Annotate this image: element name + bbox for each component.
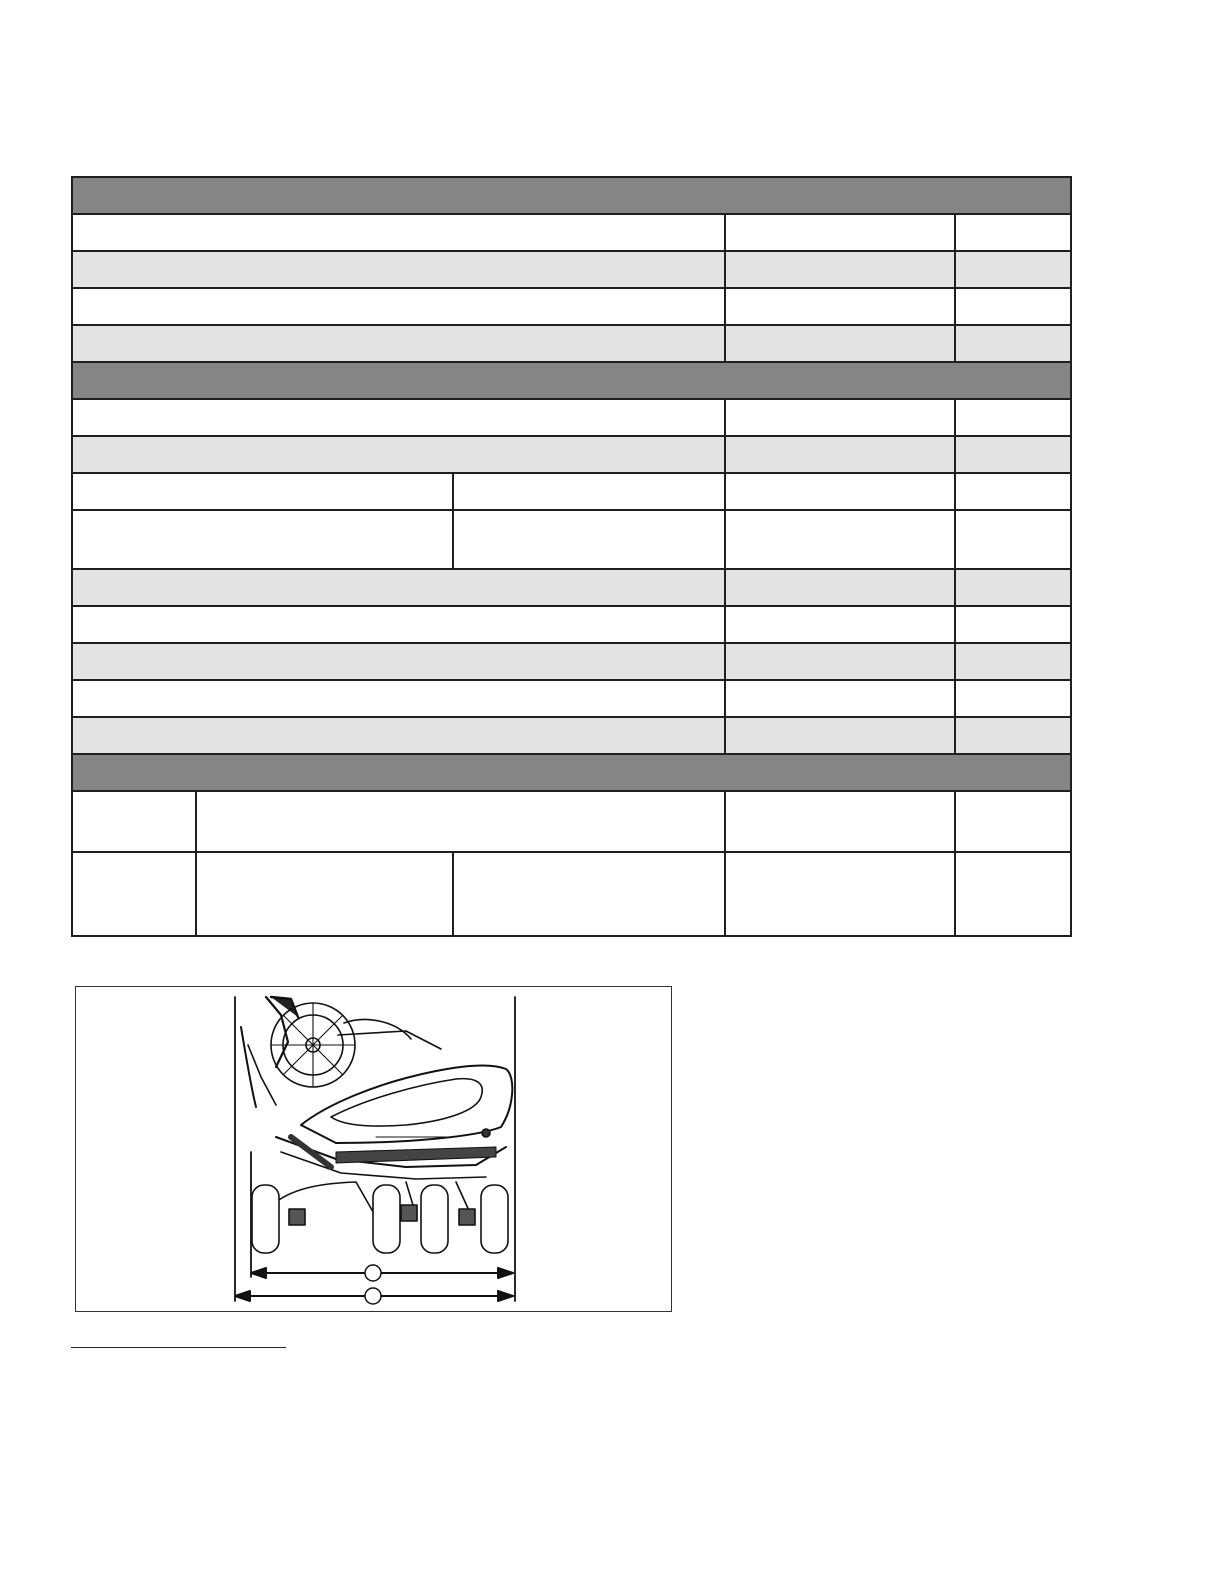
row-value (725, 680, 955, 717)
row-value (725, 791, 955, 852)
row-label (72, 852, 196, 936)
wheel-1 (252, 1185, 279, 1253)
section-header-row (72, 177, 1071, 214)
section-header-row (72, 362, 1071, 399)
row-sublabel (453, 510, 725, 569)
row-label (72, 791, 196, 852)
row-unit (955, 717, 1071, 754)
table-row (72, 325, 1071, 362)
row-unit (955, 680, 1071, 717)
row-value (725, 510, 955, 569)
callout-markers (365, 1265, 381, 1304)
row-unit (955, 251, 1071, 288)
row-unit (955, 643, 1071, 680)
row-label (72, 288, 725, 325)
row-value (725, 852, 955, 936)
row-value (725, 606, 955, 643)
table-row (72, 569, 1071, 606)
table-row (72, 680, 1071, 717)
row-value (725, 251, 955, 288)
row-unit (955, 852, 1071, 936)
row-value (725, 399, 955, 436)
section-header-row (72, 754, 1071, 791)
row-unit (955, 510, 1071, 569)
wheel-2 (373, 1185, 400, 1253)
wheel-3 (421, 1185, 448, 1253)
row-value (725, 643, 955, 680)
row-value (725, 325, 955, 362)
row-value (725, 436, 955, 473)
table-row (72, 436, 1071, 473)
row-label (72, 436, 725, 473)
callout-circle-b (365, 1288, 381, 1304)
row-sublabel (453, 473, 725, 510)
table-row (72, 399, 1071, 436)
row-label (72, 325, 725, 362)
row-unit (955, 569, 1071, 606)
table-row (72, 643, 1071, 680)
table-row (72, 791, 1071, 852)
table-row (72, 510, 1071, 569)
row-detail (453, 852, 725, 936)
row-unit (955, 606, 1071, 643)
table-row (72, 251, 1071, 288)
row-sublabel (196, 791, 725, 852)
callout-circle-a (365, 1265, 381, 1281)
machine-dimension-figure (75, 986, 672, 1312)
row-label (72, 214, 725, 251)
row-value (725, 214, 955, 251)
section-header (72, 754, 1071, 791)
row-label (72, 643, 725, 680)
specifications-table (71, 176, 1070, 937)
row-label (72, 473, 453, 510)
row-unit (955, 288, 1071, 325)
table-row (72, 214, 1071, 251)
row-label (72, 680, 725, 717)
table-row (72, 288, 1071, 325)
gauge-wheels (252, 1185, 508, 1253)
row-unit (955, 473, 1071, 510)
table-row (72, 852, 1071, 936)
section-header (72, 177, 1071, 214)
row-label (72, 569, 725, 606)
row-value (725, 288, 955, 325)
row-label (72, 399, 725, 436)
machine-front-view-illustration (76, 987, 673, 1313)
row-label (72, 510, 453, 569)
section-header (72, 362, 1071, 399)
row-value (725, 569, 955, 606)
row-unit (955, 399, 1071, 436)
wheel-4 (481, 1185, 508, 1253)
header-shell (301, 1065, 512, 1143)
footnote-divider (71, 1347, 286, 1348)
row-label (72, 606, 725, 643)
table-row (72, 473, 1071, 510)
row-unit (955, 214, 1071, 251)
row-value (725, 717, 955, 754)
row-unit (955, 436, 1071, 473)
row-unit (955, 325, 1071, 362)
row-label (72, 717, 725, 754)
table-row (72, 606, 1071, 643)
row-label (72, 251, 725, 288)
row-unit (955, 791, 1071, 852)
table-row (72, 717, 1071, 754)
row-sublabel (196, 852, 453, 936)
row-value (725, 473, 955, 510)
